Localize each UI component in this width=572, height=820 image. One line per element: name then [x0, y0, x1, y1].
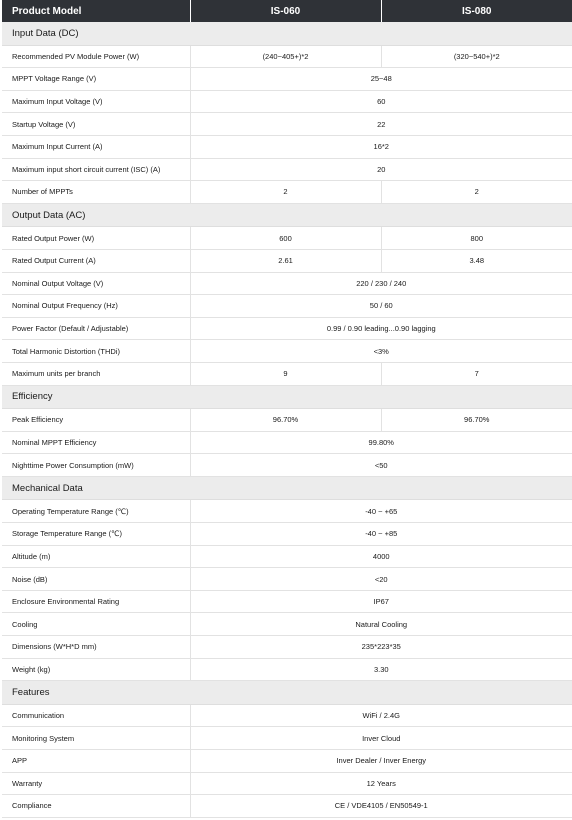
value-cell-is-080: 3.48	[381, 249, 572, 272]
row-label: Maximum Input Voltage (V)	[2, 90, 190, 113]
shared-value-cell: Inver Dealer / Inver Energy	[190, 750, 572, 773]
row-label: Communication	[2, 704, 190, 727]
table-row	[2, 295, 572, 318]
table-row	[2, 545, 572, 568]
row-label: Rated Output Power (W)	[2, 227, 190, 250]
row-label: Dimensions (W*H*D mm)	[2, 636, 190, 659]
table-row	[2, 181, 572, 204]
table-row	[2, 590, 572, 613]
table-row	[2, 340, 572, 363]
value-cell-is-060: 2.61	[190, 249, 381, 272]
row-label: Nominal Output Frequency (Hz)	[2, 295, 190, 318]
shared-value-cell: CE / VDE4105 / EN50549-1	[190, 795, 572, 818]
row-label: Warranty	[2, 772, 190, 795]
header-model-is-060: IS-060	[190, 0, 381, 22]
section-header-row	[2, 681, 572, 705]
table-row	[2, 795, 572, 818]
shared-value-cell: Inver Cloud	[190, 727, 572, 750]
section-title: Input Data (DC)	[2, 22, 572, 45]
row-label: Startup Voltage (V)	[2, 113, 190, 136]
value-cell-is-060: 9	[190, 362, 381, 385]
value-cell-is-060: 600	[190, 227, 381, 250]
value-cell-is-060: 96.70%	[190, 409, 381, 432]
section-header-row	[2, 385, 572, 409]
value-cell-is-060: (240~405+)*2	[190, 45, 381, 68]
table-row	[2, 362, 572, 385]
table-row	[2, 68, 572, 91]
row-label: Cooling	[2, 613, 190, 636]
row-label: Nominal MPPT Efficiency	[2, 431, 190, 454]
shared-value-cell: <50	[190, 454, 572, 477]
table-row	[2, 409, 572, 432]
table-row	[2, 45, 572, 68]
shared-value-cell: 99.80%	[190, 431, 572, 454]
shared-value-cell: 220 / 230 / 240	[190, 272, 572, 295]
header-model-is-080: IS-080	[381, 0, 572, 22]
table-row	[2, 500, 572, 523]
row-label: APP	[2, 750, 190, 773]
row-label: Recommended PV Module Power (W)	[2, 45, 190, 68]
row-label: MPPT Voltage Range (V)	[2, 68, 190, 91]
row-label: Altitude (m)	[2, 545, 190, 568]
table-row	[2, 90, 572, 113]
section-title: Mechanical Data	[2, 476, 572, 500]
section-title: Efficiency	[2, 385, 572, 409]
shared-value-cell: WiFi / 2.4G	[190, 704, 572, 727]
section-title: Output Data (AC)	[2, 203, 572, 227]
shared-value-cell: 50 / 60	[190, 295, 572, 318]
value-cell-is-080: 2	[381, 181, 572, 204]
table-row	[2, 727, 572, 750]
row-label: Storage Temperature Range (℃)	[2, 523, 190, 546]
value-cell-is-080: 96.70%	[381, 409, 572, 432]
table-row	[2, 523, 572, 546]
value-cell-is-080: 7	[381, 362, 572, 385]
shared-value-cell: 235*223*35	[190, 636, 572, 659]
row-label: Nominal Output Voltage (V)	[2, 272, 190, 295]
shared-value-cell: 0.99 / 0.90 leading...0.90 lagging	[190, 317, 572, 340]
shared-value-cell: 4000	[190, 545, 572, 568]
value-cell-is-060: 2	[190, 181, 381, 204]
table-row	[2, 227, 572, 250]
row-label: Peak Efficiency	[2, 409, 190, 432]
value-cell-is-080: 800	[381, 227, 572, 250]
table-row	[2, 772, 572, 795]
table-body	[2, 22, 572, 817]
shared-value-cell: IP67	[190, 590, 572, 613]
shared-value-cell: 60	[190, 90, 572, 113]
shared-value-cell: 12 Years	[190, 772, 572, 795]
row-label: Nighttime Power Consumption (mW)	[2, 454, 190, 477]
header-product-model: Product Model	[2, 0, 190, 22]
shared-value-cell: 3.30	[190, 658, 572, 681]
row-label: Power Factor (Default / Adjustable)	[2, 317, 190, 340]
section-header-row	[2, 476, 572, 500]
shared-value-cell: 22	[190, 113, 572, 136]
table-row	[2, 636, 572, 659]
shared-value-cell: -40 ~ +85	[190, 523, 572, 546]
row-label: Total Harmonic Distortion (THDi)	[2, 340, 190, 363]
value-cell-is-080: (320~540+)*2	[381, 45, 572, 68]
row-label: Weight (kg)	[2, 658, 190, 681]
table-row	[2, 135, 572, 158]
section-header-row	[2, 22, 572, 45]
table-row	[2, 704, 572, 727]
section-header-row	[2, 203, 572, 227]
table-row	[2, 750, 572, 773]
row-label: Enclosure Environmental Rating	[2, 590, 190, 613]
table-row	[2, 431, 572, 454]
shared-value-cell: <20	[190, 568, 572, 591]
table-row	[2, 272, 572, 295]
table-row	[2, 658, 572, 681]
header-row	[2, 0, 572, 22]
row-label: Maximum input short circuit current (ISC) (A)	[2, 158, 190, 181]
shared-value-cell: Natural Cooling	[190, 613, 572, 636]
row-label: Rated Output Current (A)	[2, 249, 190, 272]
shared-value-cell: <3%	[190, 340, 572, 363]
shared-value-cell: 16*2	[190, 135, 572, 158]
table-row	[2, 158, 572, 181]
spec-table	[2, 0, 572, 818]
row-label: Maximum units per branch	[2, 362, 190, 385]
section-title: Features	[2, 681, 572, 705]
row-label: Noise (dB)	[2, 568, 190, 591]
row-label: Operating Temperature Range (℃)	[2, 500, 190, 523]
row-label: Number of MPPTs	[2, 181, 190, 204]
row-label: Compliance	[2, 795, 190, 818]
table-row	[2, 249, 572, 272]
shared-value-cell: 20	[190, 158, 572, 181]
shared-value-cell: -40 ~ +65	[190, 500, 572, 523]
table-row	[2, 454, 572, 477]
table-header	[2, 0, 572, 22]
row-label: Maximum Input Current (A)	[2, 135, 190, 158]
row-label: Monitoring System	[2, 727, 190, 750]
table-row	[2, 568, 572, 591]
table-row	[2, 317, 572, 340]
shared-value-cell: 25~48	[190, 68, 572, 91]
table-row	[2, 113, 572, 136]
table-row	[2, 613, 572, 636]
